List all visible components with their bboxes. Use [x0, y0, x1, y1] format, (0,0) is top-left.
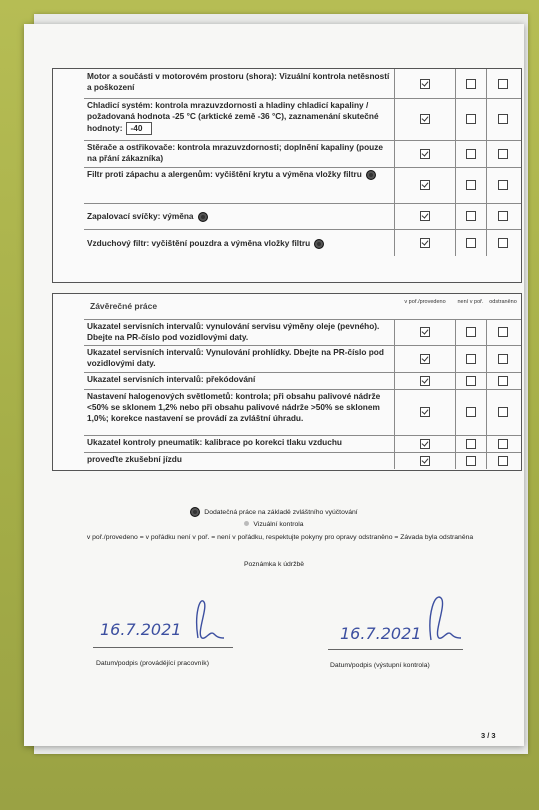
fixed-checkbox[interactable]	[498, 238, 508, 248]
row-text: Nastavení halogenových světlometů: kontrola; při obsahu palivové nádrže <50% se sklonem 1,2% nebo při obsahu palivové nádrže >50% se sklonem 1,0%; korekce nastavení se provádí za zvláštní úhradu.	[84, 389, 395, 435]
table-row	[84, 372, 521, 390]
signature-scribble-left	[190, 594, 230, 644]
checklist-section-final	[52, 293, 522, 471]
fixed-checkbox[interactable]	[498, 79, 508, 89]
table-row	[84, 203, 521, 230]
signature-caption-right: Datum/podpis (výstupní kontrola)	[330, 662, 430, 669]
row-label: Zapalovací svíčky: výměna	[87, 211, 194, 221]
ok-checkbox[interactable]	[420, 149, 430, 159]
row-text: Ukazatel servisních intervalů: Vynulování prohlídky. Dbejte na PR-číslo pod vozidlovými daty.	[84, 345, 395, 372]
section-header	[84, 294, 521, 320]
row-text	[84, 98, 395, 140]
not-ok-checkbox[interactable]	[466, 456, 476, 466]
table-row	[84, 435, 521, 453]
not-ok-checkbox[interactable]	[466, 79, 476, 89]
ok-checkbox[interactable]	[420, 79, 430, 89]
fixed-checkbox[interactable]	[498, 407, 508, 417]
legend-visual-check-text: Vizuální kontrola	[253, 521, 304, 528]
signature-date-right: 16.7.2021	[340, 624, 422, 643]
row-text: Ukazatel kontroly pneumatik: kalibrace po korekci tlaku vzduchu	[84, 435, 395, 452]
table-row	[84, 229, 521, 256]
extra-work-icon	[190, 507, 200, 517]
coolant-value-field[interactable]: -40	[126, 122, 152, 135]
row-label: Vzduchový filtr: vyčištění pouzdra a výměna vložky filtru	[87, 238, 311, 248]
ok-checkbox[interactable]	[420, 376, 430, 386]
row-text: Ukazatel servisních intervalů: vynulování servisu výměny oleje (pevného). Dbejte na PR-číslo pod vozidlovými daty.	[84, 319, 395, 345]
fixed-checkbox[interactable]	[498, 180, 508, 190]
not-ok-checkbox[interactable]	[466, 327, 476, 337]
legend-abbreviations: v poř./provedeno = v pořádku není v poř. = není v pořádku, respektujte pokyny pro opravy odstraněno = Závada byla odstraněna	[86, 534, 474, 541]
ok-checkbox[interactable]	[420, 354, 430, 364]
fixed-checkbox[interactable]	[498, 439, 508, 449]
row-label: Filtr proti zápachu a alergenům: vyčištění krytu a výměna vložky filtru	[87, 169, 362, 179]
signature-scribble-right	[425, 590, 465, 646]
fixed-checkbox[interactable]	[498, 456, 508, 466]
not-ok-checkbox[interactable]	[466, 149, 476, 159]
legend-visual-check	[24, 521, 524, 528]
ok-checkbox[interactable]	[420, 238, 430, 248]
not-ok-checkbox[interactable]	[466, 407, 476, 417]
not-ok-checkbox[interactable]	[466, 238, 476, 248]
fixed-checkbox[interactable]	[498, 354, 508, 364]
col-header-ok: v poř./provedeno	[404, 299, 446, 305]
ok-checkbox[interactable]	[420, 114, 430, 124]
not-ok-checkbox[interactable]	[466, 180, 476, 190]
not-ok-checkbox[interactable]	[466, 211, 476, 221]
visual-check-icon	[244, 521, 249, 526]
table-row	[84, 167, 521, 204]
fixed-checkbox[interactable]	[498, 149, 508, 159]
row-text: Motor a součásti v motorovém prostoru (shora): Vizuální kontrola netěsností a poškození	[84, 69, 395, 98]
fixed-checkbox[interactable]	[498, 114, 508, 124]
signature-line-left	[93, 647, 233, 648]
table-row	[84, 345, 521, 373]
legend-extra-work-text: Dodatečná práce na základě zvláštního vyúčtování	[204, 508, 358, 516]
not-ok-checkbox[interactable]	[466, 439, 476, 449]
table-row	[84, 140, 521, 168]
extra-work-icon	[366, 170, 376, 180]
table-row	[84, 69, 521, 99]
row-text	[84, 167, 395, 203]
table-row	[84, 319, 521, 346]
col-header-not-ok: není v poř.	[457, 299, 484, 305]
ok-checkbox[interactable]	[420, 456, 430, 466]
legend-extra-work	[24, 507, 524, 517]
row-text	[84, 203, 395, 229]
row-label: Chladicí systém: kontrola mrazuvzdornosti a hladiny chladicí kapaliny / požadovaná hodnota -25 °C (arktické země -36 °C), zaznamenání skutečné hodnoty:	[87, 100, 379, 133]
row-text	[84, 229, 395, 256]
extra-work-icon	[314, 239, 324, 249]
ok-checkbox[interactable]	[420, 180, 430, 190]
ok-checkbox[interactable]	[420, 211, 430, 221]
fixed-checkbox[interactable]	[498, 211, 508, 221]
checklist-section-1	[52, 68, 522, 283]
signature-date-left: 16.7.2021	[100, 620, 182, 639]
signature-caption-left: Datum/podpis (provádějící pracovník)	[96, 660, 209, 667]
not-ok-checkbox[interactable]	[466, 376, 476, 386]
row-text: proveďte zkušební jízdu	[84, 452, 395, 469]
ok-checkbox[interactable]	[420, 327, 430, 337]
not-ok-checkbox[interactable]	[466, 114, 476, 124]
row-text: Ukazatel servisních intervalů: překódování	[84, 372, 395, 389]
table-row	[84, 98, 521, 141]
fixed-checkbox[interactable]	[498, 376, 508, 386]
extra-work-icon	[198, 212, 208, 222]
table-row	[84, 452, 521, 469]
col-header-fixed: odstraněno	[489, 299, 517, 305]
ok-checkbox[interactable]	[420, 407, 430, 417]
not-ok-checkbox[interactable]	[466, 354, 476, 364]
maintenance-note-title: Poznámka k údržbě	[243, 561, 305, 568]
table-row	[84, 389, 521, 436]
ok-checkbox[interactable]	[420, 439, 430, 449]
fixed-checkbox[interactable]	[498, 327, 508, 337]
row-text: Stěrače a ostřikovače: kontrola mrazuvzdornosti; doplnění kapaliny (pouze na přání zákazníka)	[84, 140, 395, 167]
page-number: 3 / 3	[481, 731, 496, 740]
signature-line-right	[328, 649, 463, 650]
section-title: Závěrečné práce	[90, 301, 158, 311]
